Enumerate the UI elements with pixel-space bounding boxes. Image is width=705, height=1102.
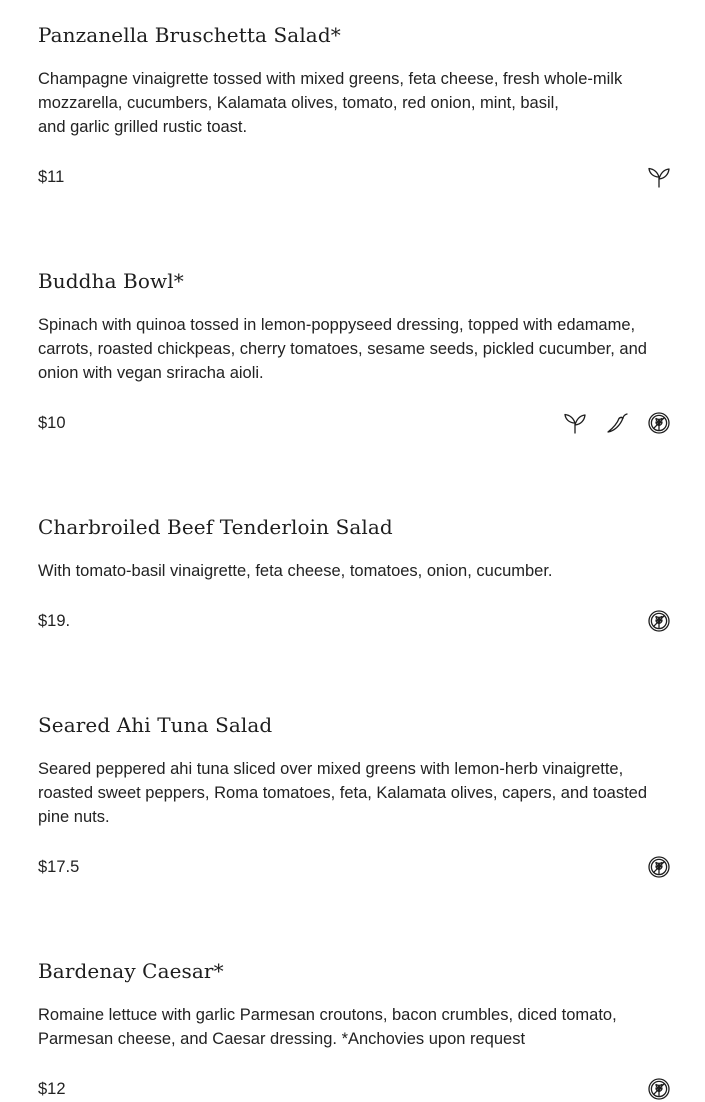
menu-item [38, 268, 670, 436]
item-price: $12 [38, 1080, 66, 1098]
item-title: Panzanella Bruschetta Salad* [38, 23, 341, 47]
gluten-free-icon [648, 610, 670, 632]
item-price: $19. [38, 612, 71, 630]
dietary-icons [564, 410, 670, 436]
gluten-free-icon [648, 1078, 670, 1100]
item-description: Romaine lettuce with garlic Parmesan croutons, bacon crumbles, diced tomato, Parmesan cheese, and Caesar dressing. *Anchovies upon request [38, 1006, 617, 1048]
menu-item [38, 712, 670, 880]
menu-item [38, 958, 670, 1102]
item-footer [38, 854, 670, 880]
item-title: Buddha Bowl* [38, 269, 184, 293]
dietary-icons [648, 854, 670, 880]
dietary-icons [648, 608, 670, 634]
spicy-icon [606, 412, 628, 434]
item-footer [38, 608, 670, 634]
item-title: Seared Ahi Tuna Salad [38, 713, 273, 737]
item-footer [38, 1076, 670, 1102]
item-description: With tomato-basil vinaigrette, feta cheese, tomatoes, onion, cucumber. [38, 562, 553, 580]
item-price: $10 [38, 414, 66, 432]
item-description: Champagne vinaigrette tossed with mixed greens, feta cheese, fresh whole-milk mozzarella, cucumbers, Kalamata olives, tomato, red onion, mint, basil, and garlic grilled rustic toast. [38, 70, 623, 136]
dietary-icons [648, 1076, 670, 1102]
item-price: $11 [38, 168, 65, 186]
item-title: Charbroiled Beef Tenderloin Salad [38, 515, 393, 539]
item-footer [38, 410, 670, 436]
gluten-free-icon [648, 856, 670, 878]
vegetarian-icon [648, 166, 670, 188]
item-description: Spinach with quinoa tossed in lemon-poppyseed dressing, topped with edamame, carrots, roasted chickpeas, cherry tomatoes, sesame seeds, pickled cucumber, and onion with vegan sriracha aioli. [38, 316, 647, 382]
vegetarian-icon [564, 412, 586, 434]
menu-item [38, 22, 670, 190]
menu-item [38, 514, 670, 634]
dietary-icons [648, 164, 670, 190]
gluten-free-icon [648, 412, 670, 434]
item-footer [38, 164, 670, 190]
item-description: Seared peppered ahi tuna sliced over mixed greens with lemon-herb vinaigrette, roasted sweet peppers, Roma tomatoes, feta, Kalamata olives, capers, and toasted pine nuts. [38, 760, 648, 826]
item-title: Bardenay Caesar* [38, 959, 224, 983]
item-price: $17.5 [38, 858, 80, 876]
